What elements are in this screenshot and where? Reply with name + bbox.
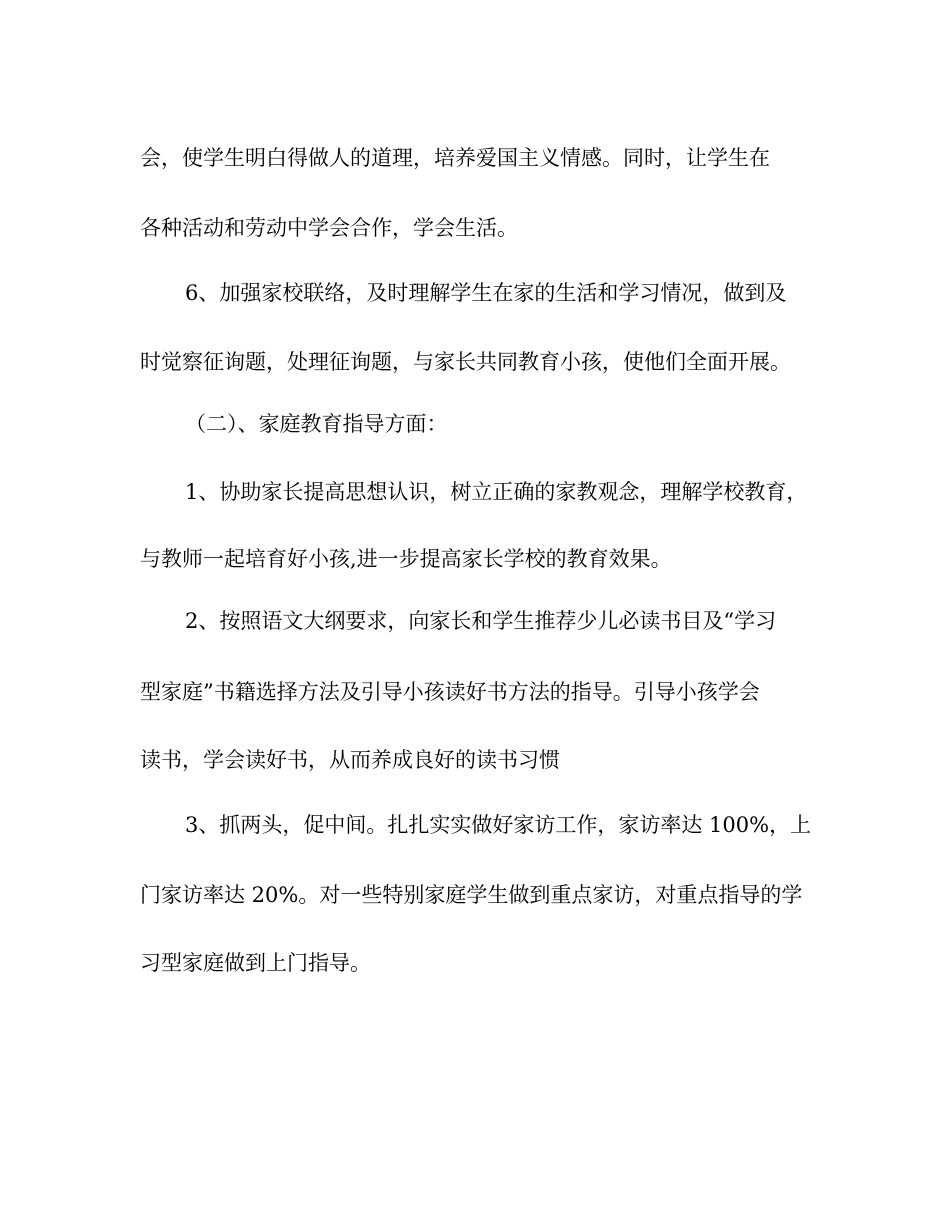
paragraph-line: 6、加强家校联络，及时理解学生在家的生活和学习情况，做到及: [185, 281, 787, 305]
paragraph-line: 各种活动和劳动中学会合作，学会生活。: [140, 216, 518, 240]
paragraph-line: 3、抓两头，促中间。扎扎实实做好家访工作，家访率达 100%，上: [185, 813, 812, 837]
paragraph-line: 时觉察征询题，处理征询题，与家长共同教育小孩，使他们全面开展。: [140, 350, 791, 374]
paragraph-line: 型家庭”书籍选择方法及引导小孩读好书方法的指导。引导小孩学会: [140, 680, 760, 704]
paragraph-line: 习型家庭做到上门指导。: [140, 951, 371, 975]
paragraph-line: 与教师一起培育好小孩,进一步提高家长学校的教育效果。: [140, 547, 672, 571]
section-heading: （二）、家庭教育指导方面：: [185, 412, 448, 436]
paragraph-line: 会，使学生明白得做人的道理，培养爱国主义情感。同时，让学生在: [140, 146, 770, 170]
paragraph-line: 门家访率达 20%。对一些特别家庭学生做到重点家访，对重点指导的学: [140, 883, 803, 907]
paragraph-line: 读书，学会读好书，从而养成良好的读书习惯: [140, 748, 560, 772]
paragraph-line: 1、协助家长提高思想认识，树立正确的家教观念，理解学校教育，: [185, 480, 808, 504]
paragraph-line: 2、按照语文大纲要求，向家长和学生推荐少儿必读书目及“学习: [185, 609, 777, 633]
